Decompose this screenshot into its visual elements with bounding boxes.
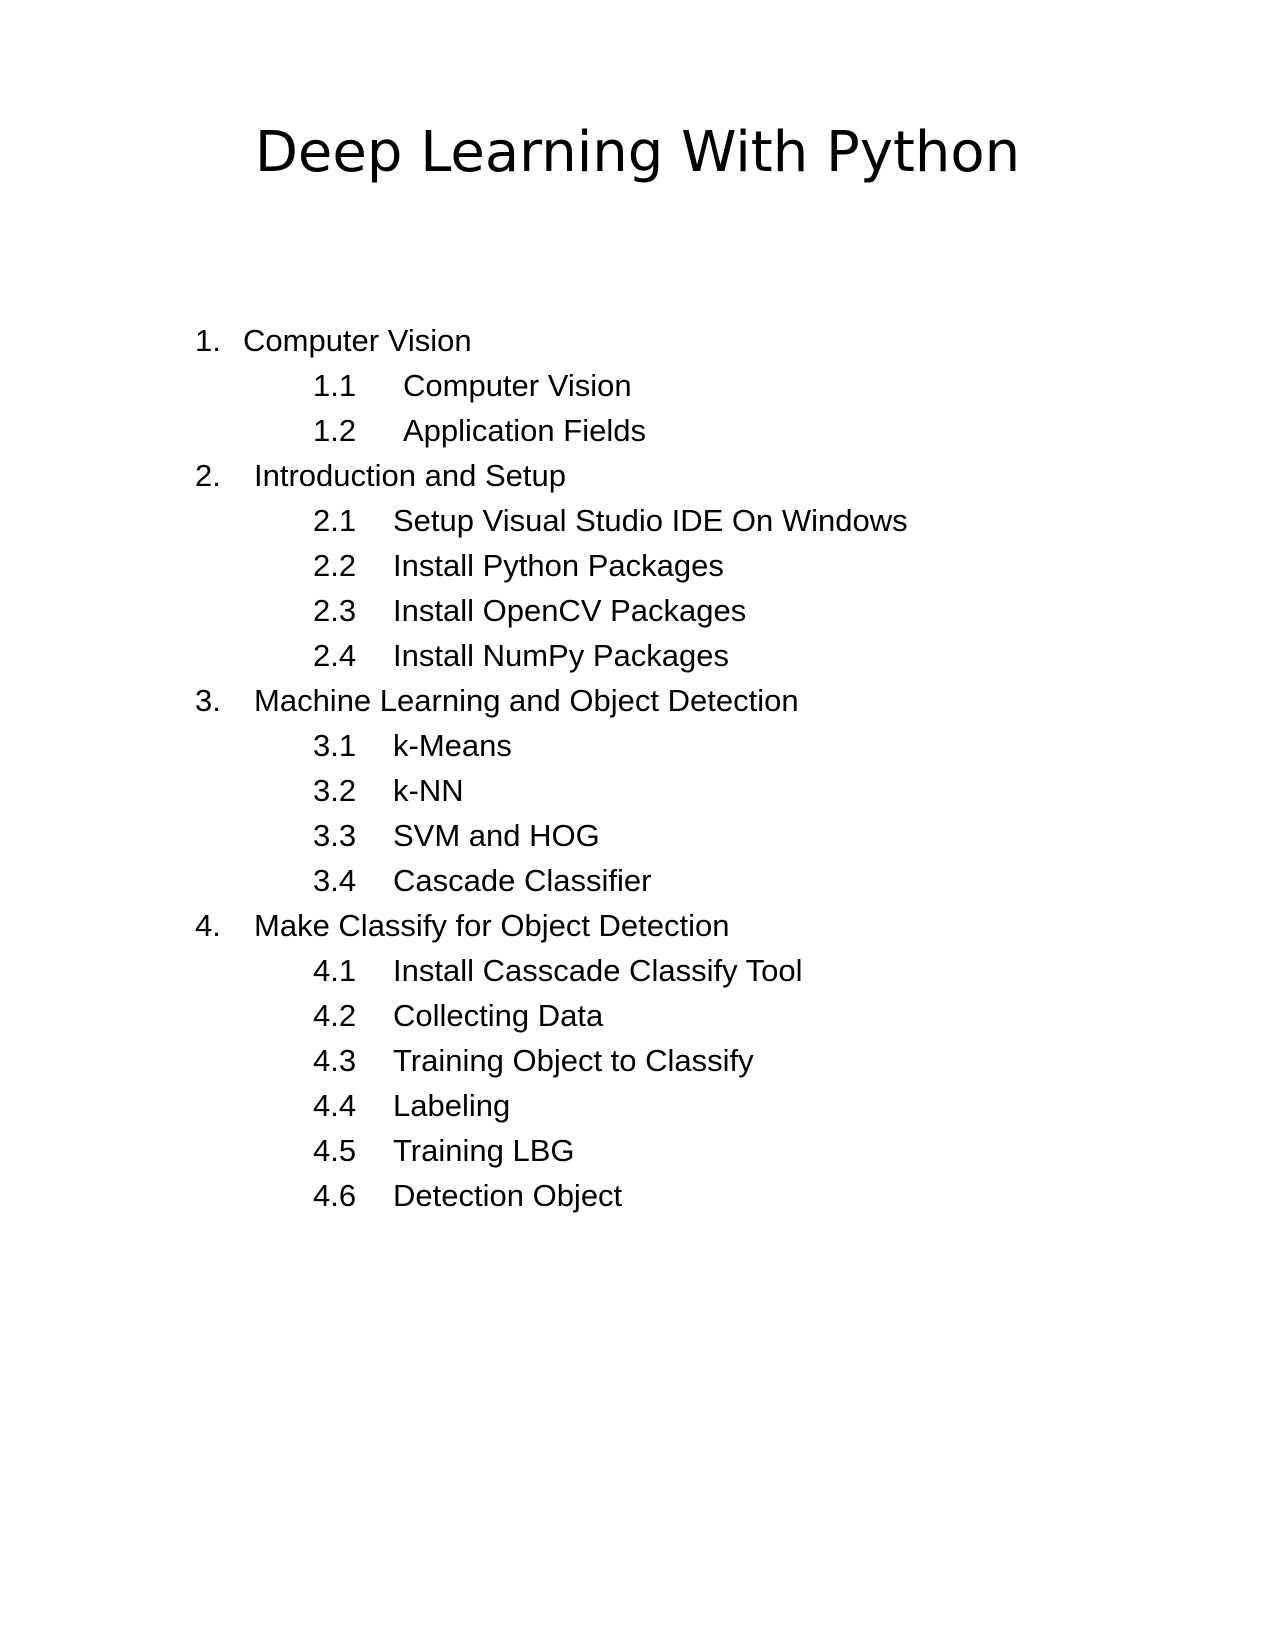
section-title: k-NN [393, 773, 464, 808]
section-number: 2.2 [313, 548, 357, 583]
section-title: Labeling [393, 1088, 511, 1123]
toc-section-2-1 [0, 498, 1275, 543]
toc-section-4-1 [0, 948, 1275, 993]
toc-chapter-2 [0, 453, 1275, 498]
chapter-number: 3. [195, 683, 221, 718]
chapter-number: 1. [195, 323, 221, 358]
section-title: Collecting Data [393, 998, 604, 1033]
section-title: Install Casscade Classify Tool [393, 953, 803, 988]
toc-section-3-1 [0, 723, 1275, 768]
section-number: 4.6 [313, 1178, 357, 1213]
section-number: 3.3 [313, 818, 357, 853]
section-number: 2.1 [313, 503, 357, 538]
section-title: Install Python Packages [393, 548, 724, 583]
section-number: 1.1 [313, 368, 357, 403]
chapter-title: Computer Vision [243, 323, 472, 358]
section-number: 4.5 [313, 1133, 357, 1168]
chapter-number: 2. [195, 458, 221, 493]
toc-chapter-4 [0, 903, 1275, 948]
toc-section-1-1 [0, 363, 1275, 408]
toc-section-3-3 [0, 813, 1275, 858]
chapter-title: Machine Learning and Object Detection [254, 683, 799, 718]
chapter-title: Make Classify for Object Detection [254, 908, 730, 943]
section-number: 4.2 [313, 998, 357, 1033]
chapter-title: Introduction and Setup [254, 458, 566, 493]
toc-section-3-2 [0, 768, 1275, 813]
section-title: Training LBG [393, 1133, 575, 1168]
section-title: SVM and HOG [393, 818, 600, 853]
table-of-contents [0, 318, 1275, 1218]
chapter-number: 4. [195, 908, 221, 943]
section-number: 1.2 [313, 413, 357, 448]
toc-section-1-2 [0, 408, 1275, 453]
section-number: 3.1 [313, 728, 357, 763]
section-number: 4.1 [313, 953, 357, 988]
section-title: Setup Visual Studio IDE On Windows [393, 503, 908, 538]
section-number: 3.4 [313, 863, 357, 898]
toc-section-4-2 [0, 993, 1275, 1038]
toc-section-3-4 [0, 858, 1275, 903]
toc-section-4-3 [0, 1038, 1275, 1083]
toc-section-2-2 [0, 543, 1275, 588]
section-title: Cascade Classifier [393, 863, 652, 898]
toc-section-2-3 [0, 588, 1275, 633]
section-number: 3.2 [313, 773, 357, 808]
section-title: Training Object to Classify [393, 1043, 754, 1078]
section-title: Computer Vision [403, 368, 632, 403]
toc-chapter-1 [0, 318, 1275, 363]
section-number: 4.4 [313, 1088, 357, 1123]
toc-section-2-4 [0, 633, 1275, 678]
section-number: 2.4 [313, 638, 357, 673]
section-title: Detection Object [393, 1178, 623, 1213]
section-title: k-Means [393, 728, 512, 763]
section-number: 4.3 [313, 1043, 357, 1078]
section-title: Application Fields [403, 413, 646, 448]
section-title: Install OpenCV Packages [393, 593, 747, 628]
toc-section-4-5 [0, 1128, 1275, 1173]
toc-section-4-4 [0, 1083, 1275, 1128]
section-title: Install NumPy Packages [393, 638, 729, 673]
page-title: Deep Learning With Python [254, 120, 1021, 185]
toc-section-4-6 [0, 1173, 1275, 1218]
toc-chapter-3 [0, 678, 1275, 723]
section-number: 2.3 [313, 593, 357, 628]
